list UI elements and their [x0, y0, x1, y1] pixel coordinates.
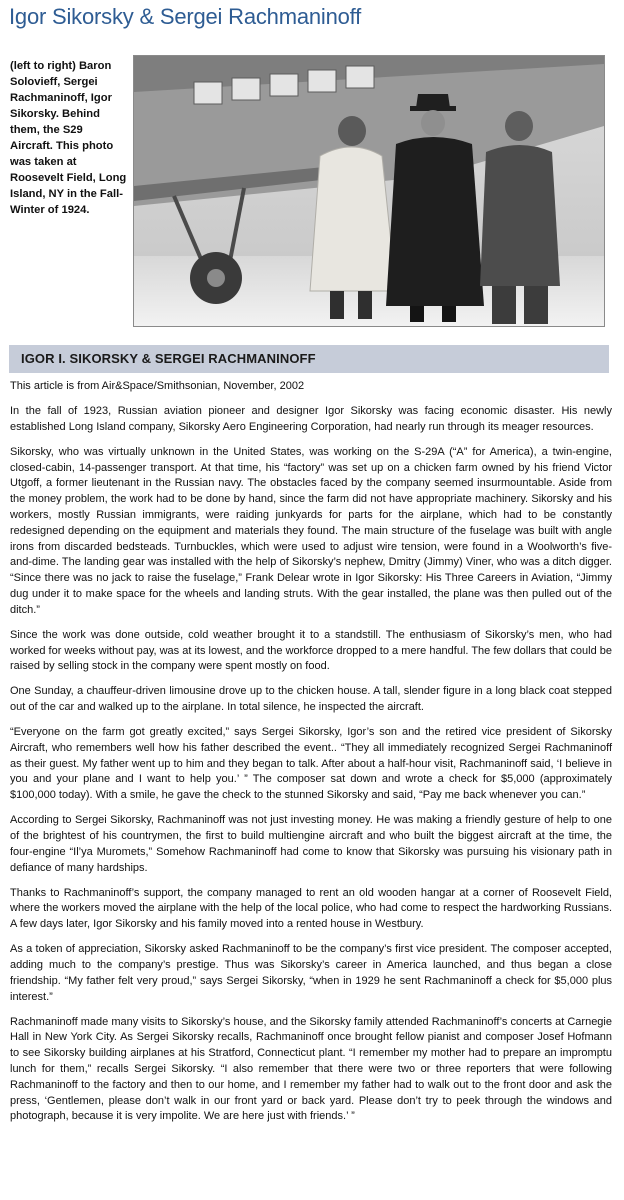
photo-illustration — [134, 56, 604, 326]
article-paragraph: Thanks to Rachmaninoff’s support, the company managed to rent an old wooden hangar at a corner of Roosevelt Field, where the workers moved the airplane with the help of the local police, who had come to respect the hardworking Russians. A few days later, Igor Sikorsky and his family moved into a rented house in Westbury. — [10, 886, 612, 931]
section-header — [9, 345, 609, 373]
article-source: This article is from Air&Space/Smithsonian, November, 2002 — [10, 380, 305, 392]
article-paragraph: Sikorsky, who was virtually unknown in the United States, was working on the S-29A (“A” for America), a twin-engine, closed-cabin, 14-passenger transport. At that time, his “factory” was set up on a chicken farm owned by his friend Victor Utgoff, a former lieutenant in the Russian navy. The obstacles faced by the company seemed insurmountable. Aside from the money problem, the work had to be done by hand, since the farm did not have appropriate machinery. Sikorsky and his workers, mostly Russian immigrants, were raiding junkyards for parts for the airplane, which had to be constantly redesigned depending on the equipment and materials they found. The main structure of the fuselage was built with angle irons from discarded bedsteads. Turnbuckles, which were used to adjust wire tension, were found in a Woolworth’s five-and-dime. The landing gear was installed with the help of Sikorsky’s nephew, Dmitry (Jimmy) Viner, who was a ditch digger. “Since there was no jack to raise the fuselage,” Frank Delear wrote in Igor Sikorsky: His Three Careers in Aviation, “Jimmy dug under it to make space for the wheels and landing struts. With the gear installed, the plane was then pulled out of the ditch.” — [10, 445, 612, 616]
article-paragraph: Rachmaninoff made many visits to Sikorsky’s house, and the Sikorsky family attended Rachmaninoff’s concerts at Carnegie Hall in New York City. As Sergei Sikorsky recalls, Rachmaninoff once brought fellow pianist and composer Josef Hofmann to see Sikorsky building airplanes at his Stratford, Connecticut plant. “I remember my mother had to prepare an impromptu lunch for them,” recalls Sergei Sikorsky. “I also remember that there were two or three reporters that were following Rachmaninoff to the factory and then to our home, and I remember my father had to walk out to the front door and ask the press, ‘Gentlemen, please don’t walk in our front yard or back yard. Please don’t try to peek through the windows and photograph, because it is very impolite. We are here just with friends.’ ” — [10, 1015, 612, 1123]
article-body — [10, 379, 612, 1134]
page-title: Igor Sikorsky & Sergei Rachmaninoff — [9, 4, 362, 29]
section-heading: IGOR I. SIKORSKY & SERGEI RACHMANINOFF — [21, 351, 316, 366]
article-paragraph: “Everyone on the farm got greatly excited,” says Sergei Sikorsky, Igor’s son and the retired vice president of Sikorsky Aircraft, who remembers well how his father described the event.. “They all immediately recognized Sergei Rachmaninoff as their guest. My father went up to him and they began to talk. After about a half-hour visit, Rachmaninoff said, ‘I believe in you and your plane and I want to help you.’ ” The composer sat down and wrote a check for $5,000 (approximately $100,000 today). With a smile, he gave the check to the stunned Sikorsky and said, “Pay me back whenever you can.” — [10, 726, 612, 802]
article-paragraph: In the fall of 1923, Russian aviation pioneer and designer Igor Sikorsky was facing economic disaster. His newly established Long Island company, Sikorsky Aero Engineering Corporation, had nearly run through its meager resources. — [10, 404, 612, 433]
historic-photo — [133, 55, 605, 327]
article-paragraph: As a token of appreciation, Sikorsky asked Rachmaninoff to be the company’s first vice president. The composer accepted, adding much to the company’s prestige. Thus was Sikorsky’s career in America launched, and thus began a close friendship. “My father felt very proud,” says Sergei Sikorsky, “when in 1929 he sent Rachmaninoff a check for $5,000 plus interest.” — [10, 943, 612, 1003]
article-paragraph: One Sunday, a chauffeur-driven limousine drove up to the chicken house. A tall, slender figure in a long black coat stepped out of the car and walked up to the airplane. In total silence, he inspected the aircraft. — [10, 685, 612, 714]
article-paragraph: Since the work was done outside, cold weather brought it to a standstill. The enthusiasm of Sikorsky’s men, who had worked for weeks without pay, was at its lowest, and the workforce dropped to a mere handful. The few dollars that could be raised by selling stock in the company were spent mostly on food. — [10, 628, 612, 673]
article-paragraph: According to Sergei Sikorsky, Rachmaninoff was not just investing money. He was making a friendly gesture of help to one of the brightest of his countrymen, the first to build multiengine aircraft and who built the biggest aircraft at the time, the four-engine “Il’ya Muromets,” Somehow Rachmaninoff had come to know that Sikorsky was pursuing his visionary path in defiance of many hardships. — [10, 814, 612, 874]
photo-caption: (left to right) Baron Solovieff, Sergei Rachmaninoff, Igor Sikorsky. Behind them, the S29 Aircraft. This photo was taken at Roosevelt Field, Long Island, NY in the Fall-Winter of 1924. — [10, 60, 127, 216]
